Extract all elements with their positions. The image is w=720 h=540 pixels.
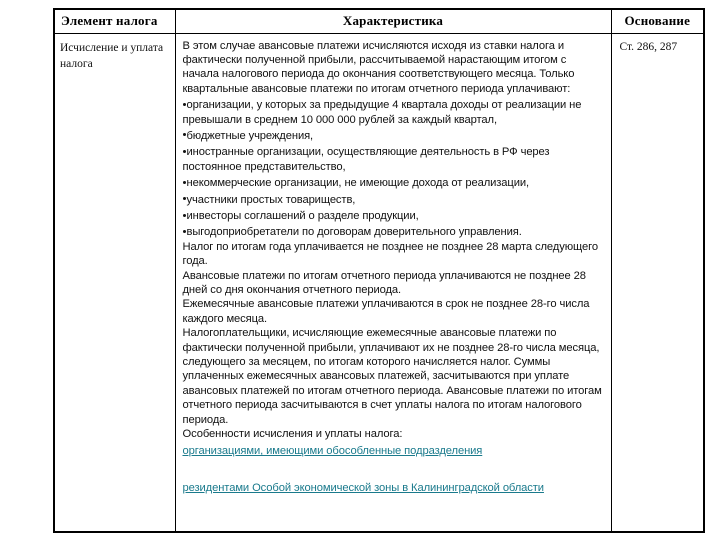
bullet-text: выгодоприобретатели по договорам доверительного управления. (186, 226, 522, 239)
cell-description (175, 33, 611, 532)
bullet-icon (183, 133, 186, 136)
bullet-item (183, 193, 605, 207)
annual-payment-paragraph: Налог по итогам года уплачивается не позднее не позднее 28 марта следующего года. (182, 240, 598, 268)
table-header-row (54, 9, 704, 33)
bullet-icon (183, 230, 186, 233)
bullet-text: бюджетные учреждения, (186, 129, 314, 142)
bullet-icon (183, 181, 186, 184)
link-kaliningrad-sez-residents[interactable]: резидентами Особой экономической зоны в Калининградской области (182, 481, 544, 494)
bullet-item (183, 145, 605, 174)
bullet-text: участники простых товариществ, (186, 193, 356, 206)
header-basis: Основание (611, 9, 704, 33)
monthly-payment-paragraph: Ежемесячные авансовые платежи уплачиваются в срок не позднее 28-го числа каждого месяца. (182, 298, 590, 325)
header-element: Элемент налога (54, 9, 175, 33)
bullet-icon (183, 197, 186, 200)
actual-profit-paragraph: Налогоплательщики, исчисляющие ежемесячные авансовые платежи по фактически полученной прибыли, уплачивают их не позднее 28-го числа месяца, следующего за месяцем, по итогам которого начисляется налог. Суммы уплаченных ежемесячных авансовых платежей, засчитываются при уплате авансовых платежей по итогам отчетного периода. Авансовые платежи по итогам отчетного периода засчитываются в счет уплаты налога по итогам налогового периода. (182, 327, 602, 426)
bullet-text: организации, у которых за предыдущие 4 квартала доходы от реализации не превышали в среднем 10 000 000 рублей за каждый квартал, (182, 99, 582, 126)
bullet-item (183, 129, 605, 143)
intro-paragraph: В этом случае авансовые платежи исчисляются исходя из ставки налога и фактически полученной прибыли, рассчитываемой нарастающим итогом с начала налогового периода до окончания соответствующего месяца. Только квартальные авансовые платежи по итогам отчетного периода уплачивают: (182, 39, 575, 95)
cell-element: Исчисление и уплата налога (54, 33, 175, 532)
cell-basis: Ст. 286, 287 (611, 33, 704, 532)
bullet-item (183, 209, 605, 223)
bullet-item (183, 176, 605, 190)
bullet-item (183, 225, 605, 239)
tax-element-table (53, 8, 705, 533)
link-separate-divisions[interactable]: организациями, имеющими обособленные подразделения (182, 445, 483, 458)
table-row (54, 33, 704, 532)
specifics-heading: Особенности исчисления и уплаты налога: (182, 428, 403, 441)
bullet-item (183, 98, 605, 127)
bullet-text: некоммерческие организации, не имеющие дохода от реализации, (186, 177, 530, 190)
header-description: Характеристика (175, 9, 611, 33)
bullet-text: иностранные организации, осуществляющие деятельность в РФ через постоянное представительство, (182, 146, 550, 173)
quarterly-payment-paragraph: Авансовые платежи по итогам отчетного периода уплачиваются не позднее 28 дней со дня окончания отчетного периода. (182, 269, 586, 296)
bullet-icon (183, 214, 186, 217)
bullet-text: инвесторы соглашений о разделе продукции, (186, 209, 419, 222)
bullet-icon (183, 150, 186, 153)
bullet-icon (183, 103, 186, 106)
